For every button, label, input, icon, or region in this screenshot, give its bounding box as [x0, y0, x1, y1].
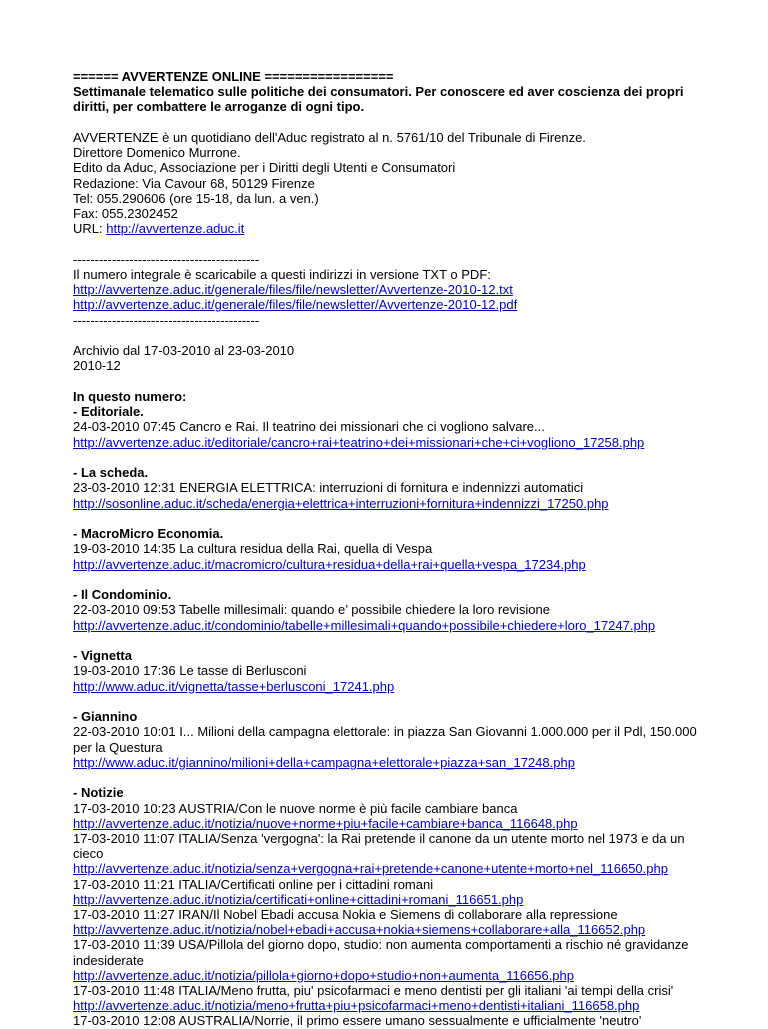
article-entry: 19-03-2010 17:36 Le tasse di Berlusconi [73, 663, 307, 679]
txt-download-link[interactable]: http://avvertenze.aduc.it/generale/files/file/newsletter/Avvertenze-2010-12.txt [73, 282, 513, 298]
article-entry: 17-03-2010 11:27 IRAN/Il Nobel Ebadi accusa Nokia e Siemens di collaborare alla repressione [73, 907, 618, 923]
separator-top: ------------------------------------------- [73, 251, 260, 267]
article-link[interactable]: http://www.aduc.it/vignetta/tasse+berlusconi_17241.php [73, 678, 395, 694]
article-entry: 22-03-2010 09:53 Tabelle millesimali: quando e’ possibile chiedere la loro revisione [73, 602, 550, 618]
article-entry: 17-03-2010 11:39 USA/Pillola del giorno dopo, studio: non aumenta comportamenti a rischio né gravidanze indesiderate [73, 937, 689, 968]
article-link[interactable]: http://avvertenze.aduc.it/editoriale/cancro+rai+teatrino+dei+missionari+che+ci+vogliono_17258.php [73, 434, 645, 450]
archive-issue: 2010-12 [73, 358, 121, 374]
article-entry: 17-03-2010 11:48 ITALIA/Meno frutta, piu' psicofarmaci e meno dentisti per gli italiani 'ai tempi della crisi' [73, 983, 674, 999]
article-entry: 23-03-2010 12:31 ENERGIA ELETTRICA: interruzioni di fornitura e indennizzi automatici [73, 480, 584, 496]
article-entry: 17-03-2010 11:21 ITALIA/Certificati online per i cittadini romani [73, 876, 434, 892]
section-block [73, 404, 713, 450]
section-title: - Giannino [73, 709, 138, 725]
section-block [73, 465, 713, 511]
article-link[interactable]: http://avvertenze.aduc.it/notizia/meno+frutta+piu+psicofarmaci+meno+dentisti+italiani_116658.php [73, 998, 640, 1014]
tel-text: Tel: 055.290606 (ore 15-18, da lun. a ven.) [73, 190, 319, 206]
section-block [73, 785, 713, 1028]
article-link[interactable]: http://avvertenze.aduc.it/notizia/nobel+ebadi+accusa+nokia+siemens+collaborare+alla_116652.php [73, 922, 646, 938]
section-title: - Vignetta [73, 648, 132, 664]
article-entry: 24-03-2010 07:45 Cancro e Rai. Il teatrino dei missionari che ci vogliono salvare... [73, 419, 545, 435]
article-link[interactable]: http://avvertenze.aduc.it/notizia/nuove+norme+piu+facile+cambiare+banca_116648.php [73, 815, 578, 831]
section-block [73, 587, 713, 633]
newsletter-banner: ====== AVVERTENZE ONLINE ================= [73, 69, 394, 84]
newsletter-subtitle: Settimanale telematico sulle politiche dei consumatori. Per conoscere ed aver coscienza dei propri diritti, per combattere le arroganze di ogni tipo. [73, 84, 684, 115]
section-block [73, 709, 713, 770]
section-title: - La scheda. [73, 465, 149, 481]
director-text: Direttore Domenico Murrone. [73, 145, 241, 161]
article-entry: 17-03-2010 10:23 AUSTRIA/Con le nuove norme è più facile cambiare banca [73, 800, 518, 816]
newsletter-document [73, 69, 713, 1029]
section-title: - Notizie [73, 785, 124, 801]
section-title: - Editoriale. [73, 404, 144, 420]
article-link[interactable]: http://avvertenze.aduc.it/notizia/certificati+online+cittadini+romani_116651.php [73, 891, 524, 907]
article-entry: 17-03-2010 12:08 AUSTRALIA/Norrie, il primo essere umano sessualmente e ufficialmente 'neutro' [73, 1013, 642, 1029]
article-link[interactable]: http://avvertenze.aduc.it/notizia/senza+vergogna+rai+pretende+canone+utente+morto+nel_116650.php [73, 861, 668, 877]
article-link[interactable]: http://www.aduc.it/giannino/milioni+della+campagna+elettorale+piazza+san_17248.php [73, 754, 575, 770]
contents-heading: In questo numero: [73, 389, 187, 405]
url-label: URL: [73, 221, 107, 237]
section-block [73, 526, 713, 572]
site-link[interactable]: http://avvertenze.aduc.it [106, 221, 245, 237]
archive-range: Archivio dal 17-03-2010 al 23-03-2010 [73, 343, 295, 359]
article-link[interactable]: http://avvertenze.aduc.it/notizia/pillola+giorno+dopo+studio+non+aumenta_116656.php [73, 967, 575, 983]
separator-bottom: ------------------------------------------- [73, 312, 260, 328]
article-link[interactable]: http://avvertenze.aduc.it/macromicro/cultura+residua+della+rai+quella+vespa_17234.php [73, 556, 586, 572]
section-title: - Il Condominio. [73, 587, 172, 603]
pdf-download-link[interactable]: http://avvertenze.aduc.it/generale/files/file/newsletter/Avvertenze-2010-12.pdf [73, 297, 518, 313]
article-entry: 22-03-2010 10:01 I... Milioni della campagna elettorale: in piazza San Giovanni 1.000.000 per il Pdl, 150.000 per la Questura [73, 724, 697, 755]
article-entry: 17-03-2010 11:07 ITALIA/Senza 'vergogna': la Rai pretende il canone da un utente morto nel 1973 e da un cieco [73, 831, 685, 862]
article-link[interactable]: http://sosonline.aduc.it/scheda/energia+elettrica+interruzioni+fornitura+indennizzi_17250.php [73, 495, 609, 511]
sections-list [73, 404, 713, 1028]
fax-text: Fax: 055.2302452 [73, 206, 178, 222]
article-entry: 19-03-2010 14:35 La cultura residua della Rai, quella di Vespa [73, 541, 433, 557]
download-intro: Il numero integrale è scaricabile a questi indirizzi in versione TXT o PDF: [73, 267, 491, 283]
url-line [73, 221, 713, 236]
editorial-office-text: Redazione: Via Cavour 68, 50129 Firenze [73, 175, 315, 191]
section-title: - MacroMicro Economia. [73, 526, 224, 542]
section-block [73, 648, 713, 694]
article-link[interactable]: http://avvertenze.aduc.it/condominio/tabelle+millesimali+quando+possibile+chiedere+loro_17247.php [73, 617, 656, 633]
publisher-text: Edito da Aduc, Associazione per i Diritti degli Utenti e Consumatori [73, 160, 456, 176]
registration-text: AVVERTENZE è un quotidiano dell'Aduc registrato al n. 5761/10 del Tribunale di Firenze. [73, 130, 586, 145]
